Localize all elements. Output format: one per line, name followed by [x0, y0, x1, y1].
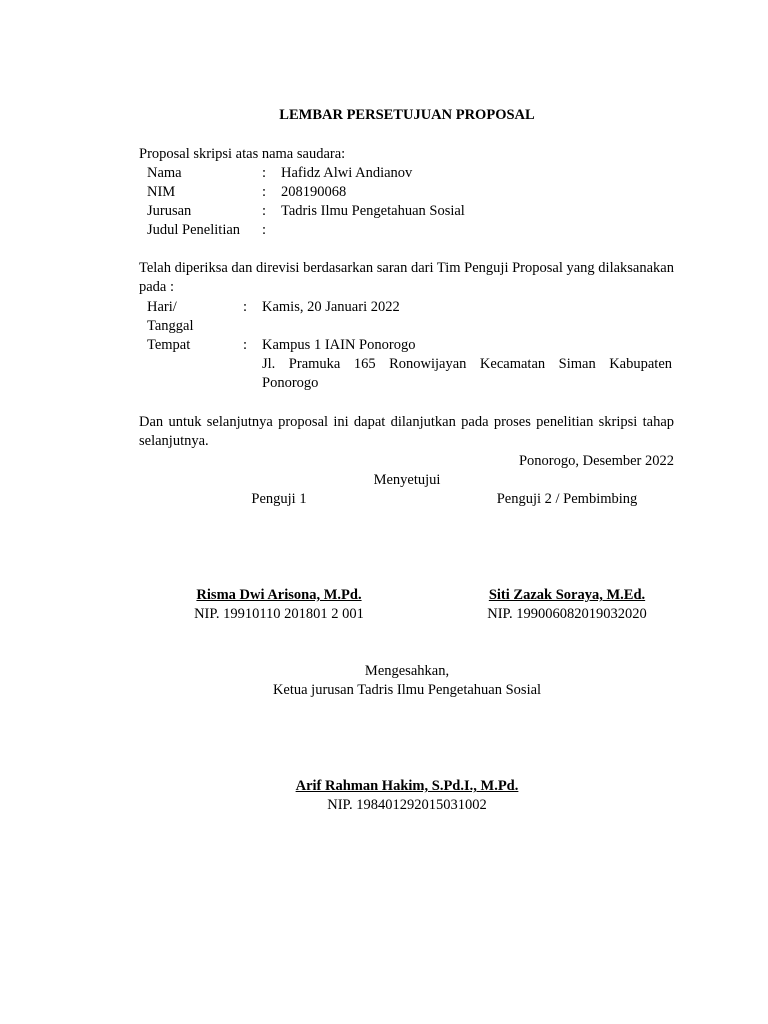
examiner1-nip: NIP. 19910110 201801 2 001 — [194, 606, 364, 622]
examiner1-role: Penguji 1 — [251, 491, 307, 507]
nim-value: 208190068 — [281, 184, 347, 200]
judul-separator: : — [262, 222, 267, 238]
ratify-nip: NIP. 198401292015031002 — [327, 797, 487, 813]
examiner2-nip: NIP. 199006082019032020 — [487, 606, 647, 622]
examiner1-name: Risma Dwi Arisona, M.Pd. — [196, 587, 362, 603]
examiner2-role: Penguji 2 / Pembimbing — [496, 491, 638, 507]
nama-label: Nama — [147, 165, 182, 181]
intro-text: Proposal skripsi atas nama saudara: — [139, 146, 346, 162]
ratify-position: Ketua jurusan Tadris Ilmu Pengetahuan Sosial — [272, 682, 542, 698]
place-date: Ponorogo, Desember 2022 — [518, 453, 674, 469]
examiner2-name: Siti Zazak Soraya, M.Ed. — [488, 587, 646, 603]
tempat-label: Tempat — [147, 337, 191, 353]
tempat-separator: : — [243, 337, 248, 353]
nama-separator: : — [262, 165, 267, 181]
page-title: LEMBAR PERSETUJUAN PROPOSAL — [279, 107, 535, 123]
review-paragraph: Telah diperiksa dan direvisi berdasarkan saran dari Tim Penguji Proposal yang dilaksanakan pada : — [139, 260, 674, 295]
nim-separator: : — [262, 184, 267, 200]
jurusan-separator: : — [262, 203, 267, 219]
ratify-name: Arif Rahman Hakim, S.Pd.I., M.Pd. — [295, 778, 519, 794]
ratify-label: Mengesahkan, — [364, 663, 450, 679]
jurusan-value: Tadris Ilmu Pengetahuan Sosial — [281, 203, 465, 219]
nim-label: NIM — [147, 184, 176, 200]
jurusan-label: Jurusan — [147, 203, 192, 219]
hari-value: Kamis, 20 Januari 2022 — [262, 299, 400, 315]
tempat-value-address: Jl. Pramuka 165 Ronowijayan Kecamatan Siman Kabupaten Ponorogo — [262, 356, 672, 391]
approve-label: Menyetujui — [373, 472, 441, 488]
continue-paragraph: Dan untuk selanjutnya proposal ini dapat dilanjutkan pada proses penelitian skripsi tahap selanjutnya. — [139, 414, 674, 449]
hari-separator: : — [243, 299, 248, 315]
nama-value: Hafidz Alwi Andianov — [281, 165, 413, 181]
tempat-value-campus: Kampus 1 IAIN Ponorogo — [262, 337, 416, 353]
tanggal-label: Tanggal — [147, 318, 194, 334]
judul-label: Judul Penelitian — [147, 222, 241, 238]
hari-label: Hari/ — [147, 299, 177, 315]
